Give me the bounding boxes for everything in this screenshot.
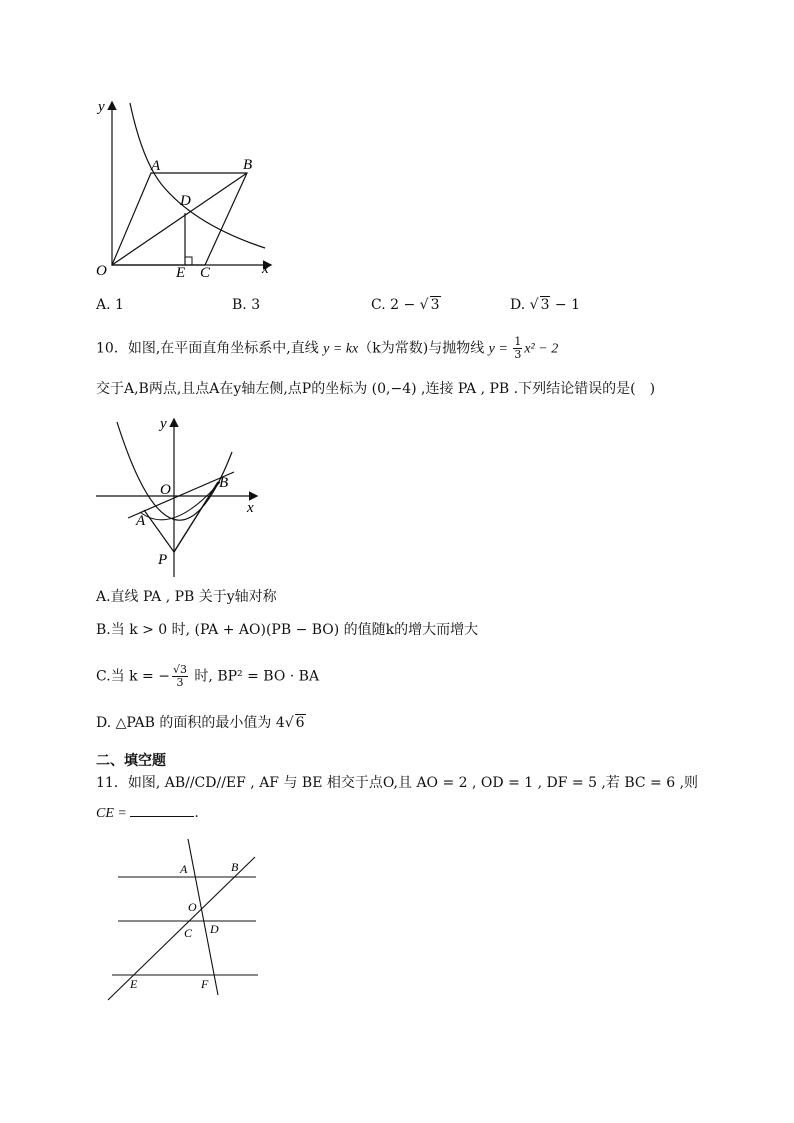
label-b: B [231, 860, 239, 874]
q11-ce-label: CE = [96, 806, 131, 821]
q10-option-c-part1: C.当 k = − [96, 668, 170, 685]
q10-parabola-rest: x² − 2 [524, 341, 559, 357]
q11-stem-line1: 11．如图, AB//CD//EF , AF 与 BE 相交于点O,且 AO = 2 , OD = 1 , DF = 5 ,若 BC = 6 ,则 [96, 775, 699, 791]
q10-option-c-numerator: √3 [172, 663, 187, 676]
label-x: x [262, 261, 269, 277]
label-f: F [201, 977, 209, 991]
q11-period: . [194, 805, 199, 821]
label-d: D [210, 922, 219, 936]
q9-option-d-radicand: 3 [540, 297, 550, 313]
q9-option-c-prefix: C. 2 − [371, 297, 420, 313]
line-af [188, 839, 218, 995]
label-b: B [243, 157, 253, 173]
q10-option-c [96, 664, 319, 689]
label-c: C [184, 926, 193, 940]
q10-option-c-denominator: 3 [176, 676, 184, 689]
label-x: x [247, 500, 254, 516]
q10-stem-line1 [96, 336, 558, 361]
label-y: y [98, 99, 105, 115]
q10-option-d-text: D. △PAB 的面积的最小值为 4 [96, 715, 285, 731]
q10-stem-part2: （k为常数)与抛物线 [358, 340, 489, 357]
segment-pa [144, 510, 174, 552]
label-a: A [180, 862, 188, 876]
q10-fraction [513, 336, 522, 361]
label-y: y [160, 416, 167, 432]
label-e: E [130, 977, 138, 991]
label-o: O [160, 482, 171, 498]
diagonal-ob [112, 173, 247, 265]
label-a: A [136, 513, 146, 529]
figure-q10-diagram [92, 412, 272, 582]
q9-option-b: B. 3 [232, 297, 261, 313]
q9-option-c: C. 2 − √ 3 [371, 297, 440, 313]
q10-stem-part1: 10．如图,在平面直角坐标系中,直线 [96, 340, 324, 357]
right-angle-mark [185, 257, 192, 265]
q10-option-b: B.当 k > 0 时, (PA + AO)(PB − BO) 的值随k的增大而增大 [96, 622, 479, 638]
q9-option-a: A. 1 [96, 297, 124, 313]
q9-option-c-radicand: 3 [430, 297, 440, 313]
q10-fraction-numerator: 1 [514, 335, 522, 348]
section-heading-fill-in: 二、填空题 [96, 753, 166, 769]
q10-option-d: D. △PAB 的面积的最小值为 4√ 6 [96, 715, 305, 731]
q9-option-d-suffix: − 1 [550, 297, 581, 313]
label-e: E [176, 265, 186, 281]
q10-stem-line2: 交于A,B两点,且点A在y轴左侧,点P的坐标为 (0,−4) ,连接 PA , PB .下列结论错误的是( ) [96, 381, 656, 397]
q11-answer-blank [130, 804, 194, 817]
label-d: D [180, 193, 191, 209]
figure-q9-diagram [90, 95, 290, 280]
label-o: O [188, 900, 197, 914]
q10-option-d-radicand: 6 [295, 715, 305, 731]
segment-pb [174, 482, 218, 552]
figure-q11-diagram [100, 835, 270, 1010]
q10-option-c-fraction [172, 664, 188, 689]
q10-fraction-denominator: 3 [514, 348, 522, 361]
label-o: O [96, 263, 107, 279]
q10-line-equation: y = kx [323, 341, 359, 357]
q9-option-d: D. √ 3 − 1 [510, 297, 581, 313]
label-p: P [158, 552, 168, 568]
label-b: B [219, 475, 229, 491]
q10-parabola-y: y = [488, 341, 512, 357]
q11-stem-line2 [96, 804, 199, 823]
label-a: A [151, 158, 161, 174]
q9-option-d-prefix: D. [510, 297, 530, 313]
q10-option-a: A.直线 PA , PB 关于y轴对称 [96, 589, 277, 605]
label-c: C [200, 265, 211, 281]
q10-option-c-part2: 时, BP² = BO · BA [189, 668, 320, 685]
